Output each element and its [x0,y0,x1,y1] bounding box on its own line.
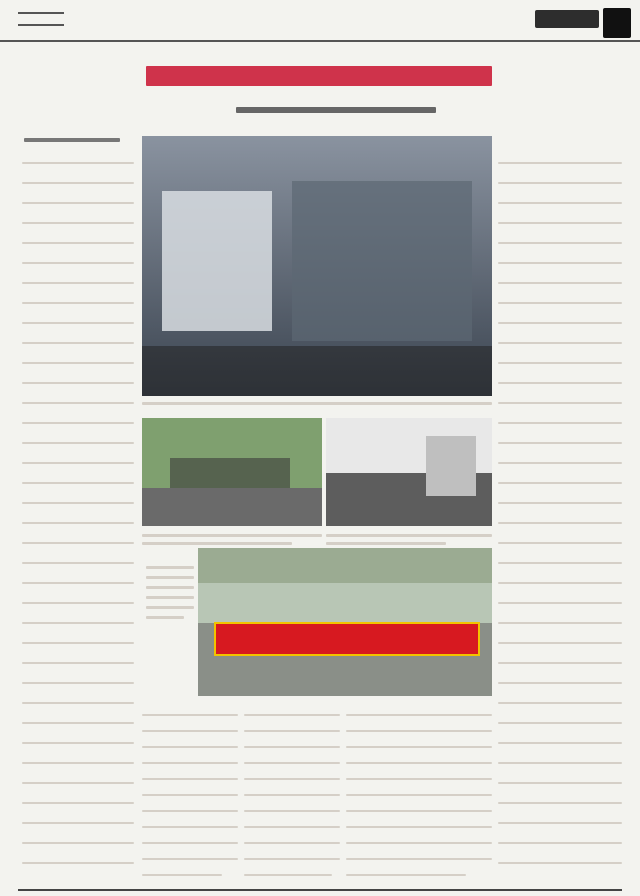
mid-right-caption [326,530,492,550]
bottom-column-1 [142,708,238,886]
masthead-logo [535,10,599,28]
section-label [72,8,192,32]
right-column [498,152,622,892]
left-column [22,152,134,892]
main-photo [142,136,492,396]
bottom-column-2 [244,708,340,886]
mid-right-photo [326,418,492,526]
lower-left-caption [146,560,194,630]
page-number [603,8,631,38]
subheadline-block [236,102,436,118]
activity-banner [214,622,480,656]
byline [24,136,120,146]
bottom-column-3 [346,708,492,886]
headline-block [146,56,492,96]
page-footer-rule [18,889,622,891]
mid-left-caption [142,530,322,550]
header-left-ornament [18,12,64,26]
main-photo-caption [142,398,492,410]
mid-left-photo [142,418,322,526]
issue-date [200,12,340,28]
